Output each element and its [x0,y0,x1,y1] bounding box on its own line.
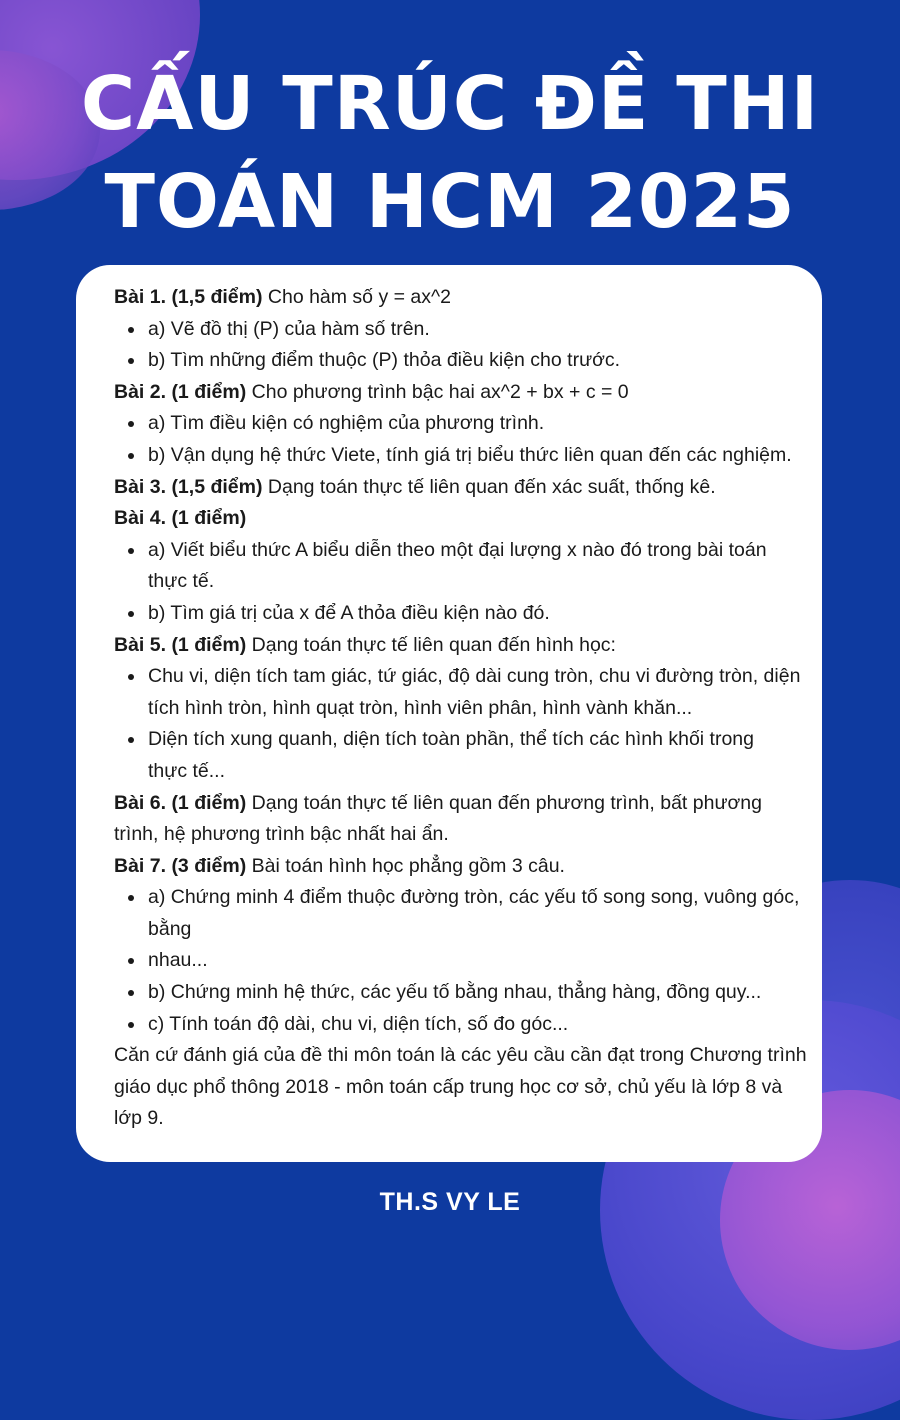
list-item [114,535,792,567]
bai6-label: Bài 6. (1 điểm) [114,791,247,814]
bai1-label: Bài 1. (1,5 điểm) [114,286,263,308]
list-item-text: Diện tích xung quanh, diện tích toàn phần, thể tích các hình khối trong [148,728,754,751]
list-item [114,661,801,693]
author-credit: TH.S VY LE [379,1188,521,1216]
bai5-label: Bài 5. (1 điểm) [114,633,247,656]
bullet-icon [128,737,134,743]
list-item-text: a) Tìm điều kiện có nghiệm của phương trình. [148,412,545,435]
bullet-icon [128,1022,134,1028]
list-item-continuation: thực tế. [148,570,215,593]
list-item-text: b) Tìm giá trị của x để A thỏa điều kiện nào đó. [148,601,550,624]
bai3-heading [114,472,792,504]
bai6-text: Dạng toán thực tế liên quan đến phương trình, bất phương [246,791,762,814]
bai3-label: Bài 3. (1,5 điểm) [114,475,263,498]
list-item [114,314,792,346]
bullet-icon [128,453,134,459]
list-item [114,1009,792,1041]
list-item-text: c) Tính toán độ dài, chu vi, diện tích, số đo góc... [148,1012,569,1035]
bullet-icon [128,358,134,364]
bai4-label: Bài 4. (1 điểm) [114,507,247,530]
list-item-text: Chu vi, diện tích tam giác, tứ giác, độ dài cung tròn, chu vi đường tròn, diện [148,665,801,688]
bullet-icon [128,327,134,333]
list-item-text: a) Vẽ đồ thị (P) của hàm số trên. [148,317,430,340]
list-item [114,345,792,377]
conclusion-line: giáo dục phổ thông 2018 - môn toán cấp trung học cơ sở, chủ yếu là lớp 8 và [114,1075,783,1098]
bai6-heading [114,788,792,820]
list-item [114,598,792,630]
bai7-label: Bài 7. (3 điểm) [114,854,247,877]
conclusion-line: lớp 9. [114,1107,164,1130]
bai2-heading [114,377,792,409]
bullet-icon [128,674,134,680]
list-item [114,977,792,1009]
bullet-icon [128,548,134,554]
bullet-icon [128,421,134,427]
list-item [114,945,792,977]
bai5-heading [114,630,792,662]
bai7-text: Bài toán hình học phẳng gồm 3 câu. [246,854,565,877]
list-item-text: a) Chứng minh 4 điểm thuộc đường tròn, các yếu tố song song, vuông góc, [148,886,800,909]
bai3-text: Dạng toán thực tế liên quan đến xác suất, thống kê. [262,475,716,498]
bullet-icon [128,611,134,617]
bai4-heading [114,503,792,535]
title-line-1: CẤU TRÚC ĐỀ THI [80,61,820,147]
list-item [114,724,792,756]
bullet-icon [128,958,134,964]
list-item-text: a) Viết biểu thức A biểu diễn theo một đại lượng x nào đó trong bài toán [148,538,767,561]
list-item-continuation: bằng [148,917,192,940]
bai1-heading [114,282,792,314]
list-item [114,440,792,472]
content-card [76,265,822,1162]
list-item-continuation: thực tế... [148,759,226,782]
bai2-label: Bài 2. (1 điểm) [114,380,247,403]
bai7-heading [114,851,792,883]
list-item [114,408,792,440]
list-item-text: b) Tìm những điểm thuộc (P) thỏa điều kiện cho trước. [148,349,621,372]
bai1-text: Cho hàm số y = ax^2 [262,286,452,308]
bai6-text-continuation: trình, hệ phương trình bậc nhất hai ẩn. [114,823,449,846]
bullet-icon [128,990,134,996]
bai5-text: Dạng toán thực tế liên quan đến hình học: [246,633,616,656]
list-item-continuation: tích hình tròn, hình quạt tròn, hình viên phân, hình vành khăn... [148,696,693,719]
list-item-text: nhau... [148,949,208,972]
bullet-icon [128,895,134,901]
list-item-text: b) Vận dụng hệ thức Viete, tính giá trị biểu thức liên quan đến các nghiệm. [148,443,792,466]
page-title [0,55,900,251]
conclusion-line: Căn cứ đánh giá của đề thi môn toán là các yêu cầu cần đạt trong Chương trình [114,1044,807,1067]
bai2-text: Cho phương trình bậc hai ax^2 + bx + c = 0 [246,380,629,403]
list-item-text: b) Chứng minh hệ thức, các yếu tố bằng nhau, thẳng hàng, đồng quy... [148,981,762,1004]
title-line-2: TOÁN HCM 2025 [104,159,796,245]
list-item [114,882,800,914]
